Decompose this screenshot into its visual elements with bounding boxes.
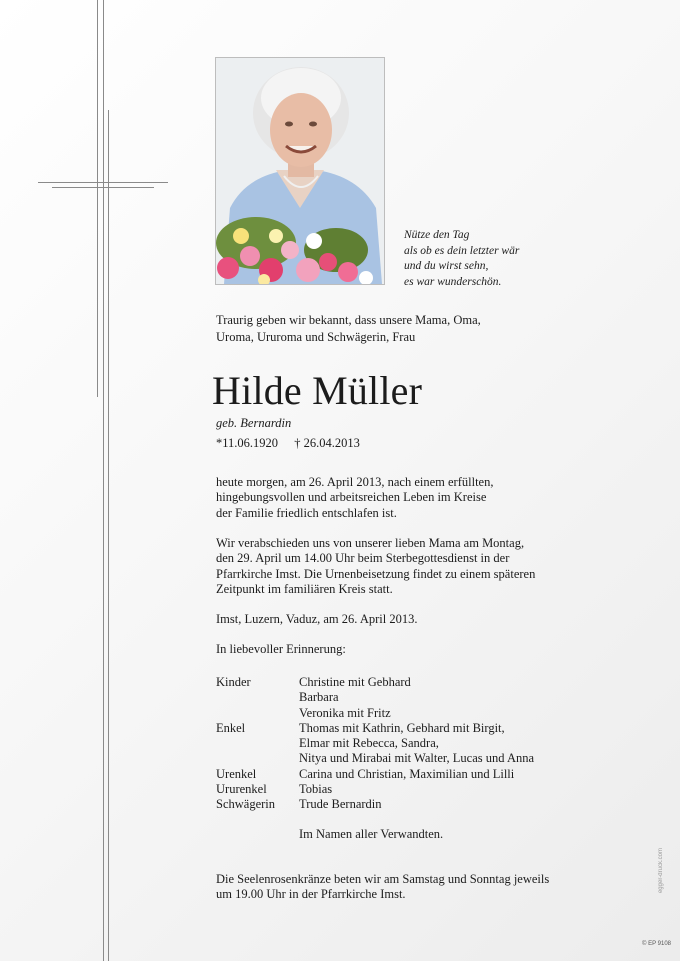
- intro-line: Uroma, Ururoma und Schwägerin, Frau: [216, 329, 416, 344]
- cross-horizontal-line-top: [38, 182, 168, 183]
- cross-vertical-line-mid: [103, 0, 104, 961]
- family-role: Kinder: [216, 675, 251, 689]
- funeral-line: Wir verabschieden uns von unserer lieben Mama am Montag,: [216, 536, 525, 550]
- funeral-line: den 29. April um 14.00 Uhr beim Sterbegottesdienst in der: [216, 551, 510, 566]
- cross-vertical-line-left: [97, 0, 98, 397]
- rosary-text: [216, 872, 606, 903]
- verse-line: Nütze den Tag: [404, 229, 470, 241]
- birth-date: 11.06.1920: [222, 436, 279, 450]
- family-row: [216, 751, 636, 766]
- place-date: [216, 612, 606, 627]
- family-list: [216, 675, 636, 842]
- family-names: Trude Bernardin: [299, 797, 382, 812]
- portrait-illustration: [216, 58, 384, 284]
- place-date-text: Imst, Luzern, Vaduz, am 26. April 2013.: [216, 612, 418, 626]
- family-role: [216, 690, 299, 705]
- family-role: [216, 736, 299, 751]
- family-row: [216, 675, 636, 690]
- family-role: [216, 751, 299, 766]
- family-row: [216, 797, 636, 812]
- family-closing-row: [216, 827, 636, 842]
- death-date: 26.04.2013: [303, 436, 360, 450]
- family-names: Carina und Christian, Maximilian und Lilli: [299, 766, 515, 781]
- family-role: Urenkel: [216, 766, 257, 781]
- remembrance-heading: [216, 642, 606, 657]
- passing-line: der Familie friedlich entschlafen ist.: [216, 505, 397, 520]
- passing-line: hingebungsvollen und arbeitsreichen Leben im Kreise: [216, 490, 487, 505]
- family-row: [216, 721, 636, 736]
- remembrance-text: In liebevoller Erinnerung:: [216, 642, 346, 656]
- deceased-name: Hilde Müller: [212, 368, 423, 413]
- family-names: Tobias: [299, 782, 333, 797]
- death-symbol: †: [294, 436, 301, 450]
- maiden-name: geb. Bernardin: [216, 416, 292, 430]
- verse-line: und du wirst sehn,: [404, 260, 489, 272]
- family-role: Schwägerin: [216, 797, 276, 812]
- funeral-text: [216, 536, 606, 597]
- passing-line: heute morgen, am 26. April 2013, nach einem erfüllten,: [216, 475, 494, 489]
- family-role: Enkel: [216, 720, 246, 735]
- family-row: [216, 706, 636, 721]
- cross-vertical-line-right: [108, 110, 109, 961]
- family-row: [216, 690, 636, 705]
- birth-symbol: *: [216, 436, 223, 450]
- printer-credit: egger-druck.com: [658, 848, 664, 894]
- verse: [404, 228, 574, 290]
- verse-line: es war wunderschön.: [404, 275, 502, 288]
- rosary-line: Die Seelenrosenkränze beten wir am Samstag und Sonntag jeweils: [216, 872, 550, 886]
- family-row: [216, 767, 636, 782]
- cross-horizontal-line-bottom: [52, 187, 154, 188]
- family-names: Veronika mit Fritz: [299, 705, 391, 720]
- intro-text: [216, 312, 546, 345]
- family-names: Barbara: [299, 690, 339, 705]
- family-names: Thomas mit Kathrin, Gebhard mit Birgit,: [299, 720, 505, 735]
- funeral-line: Zeitpunkt im familiären Kreis statt.: [216, 581, 393, 596]
- funeral-line: Pfarrkirche Imst. Die Urnenbeisetzung findet zu einem späteren: [216, 566, 536, 581]
- family-row: [216, 782, 636, 797]
- rosary-line: um 19.00 Uhr in der Pfarrkirche Imst.: [216, 887, 406, 902]
- family-names: Nitya und Mirabai mit Walter, Lucas und Anna: [299, 751, 535, 766]
- family-row: [216, 736, 636, 751]
- intro-line: Traurig geben wir bekannt, dass unsere Mama, Oma,: [216, 313, 481, 327]
- family-role: Ururenkel: [216, 782, 267, 797]
- family-names: Christine mit Gebhard: [299, 675, 411, 689]
- verse-line: als ob es dein letzter wär: [404, 244, 520, 257]
- life-dates: [216, 436, 360, 451]
- family-names: Elmar mit Rebecca, Sandra,: [299, 736, 439, 751]
- document-code: © EP 9108: [642, 941, 671, 947]
- portrait-photo: [215, 57, 385, 285]
- family-closing: Im Namen aller Verwandten.: [299, 826, 444, 841]
- passing-text: [216, 475, 606, 521]
- family-role: [216, 706, 299, 721]
